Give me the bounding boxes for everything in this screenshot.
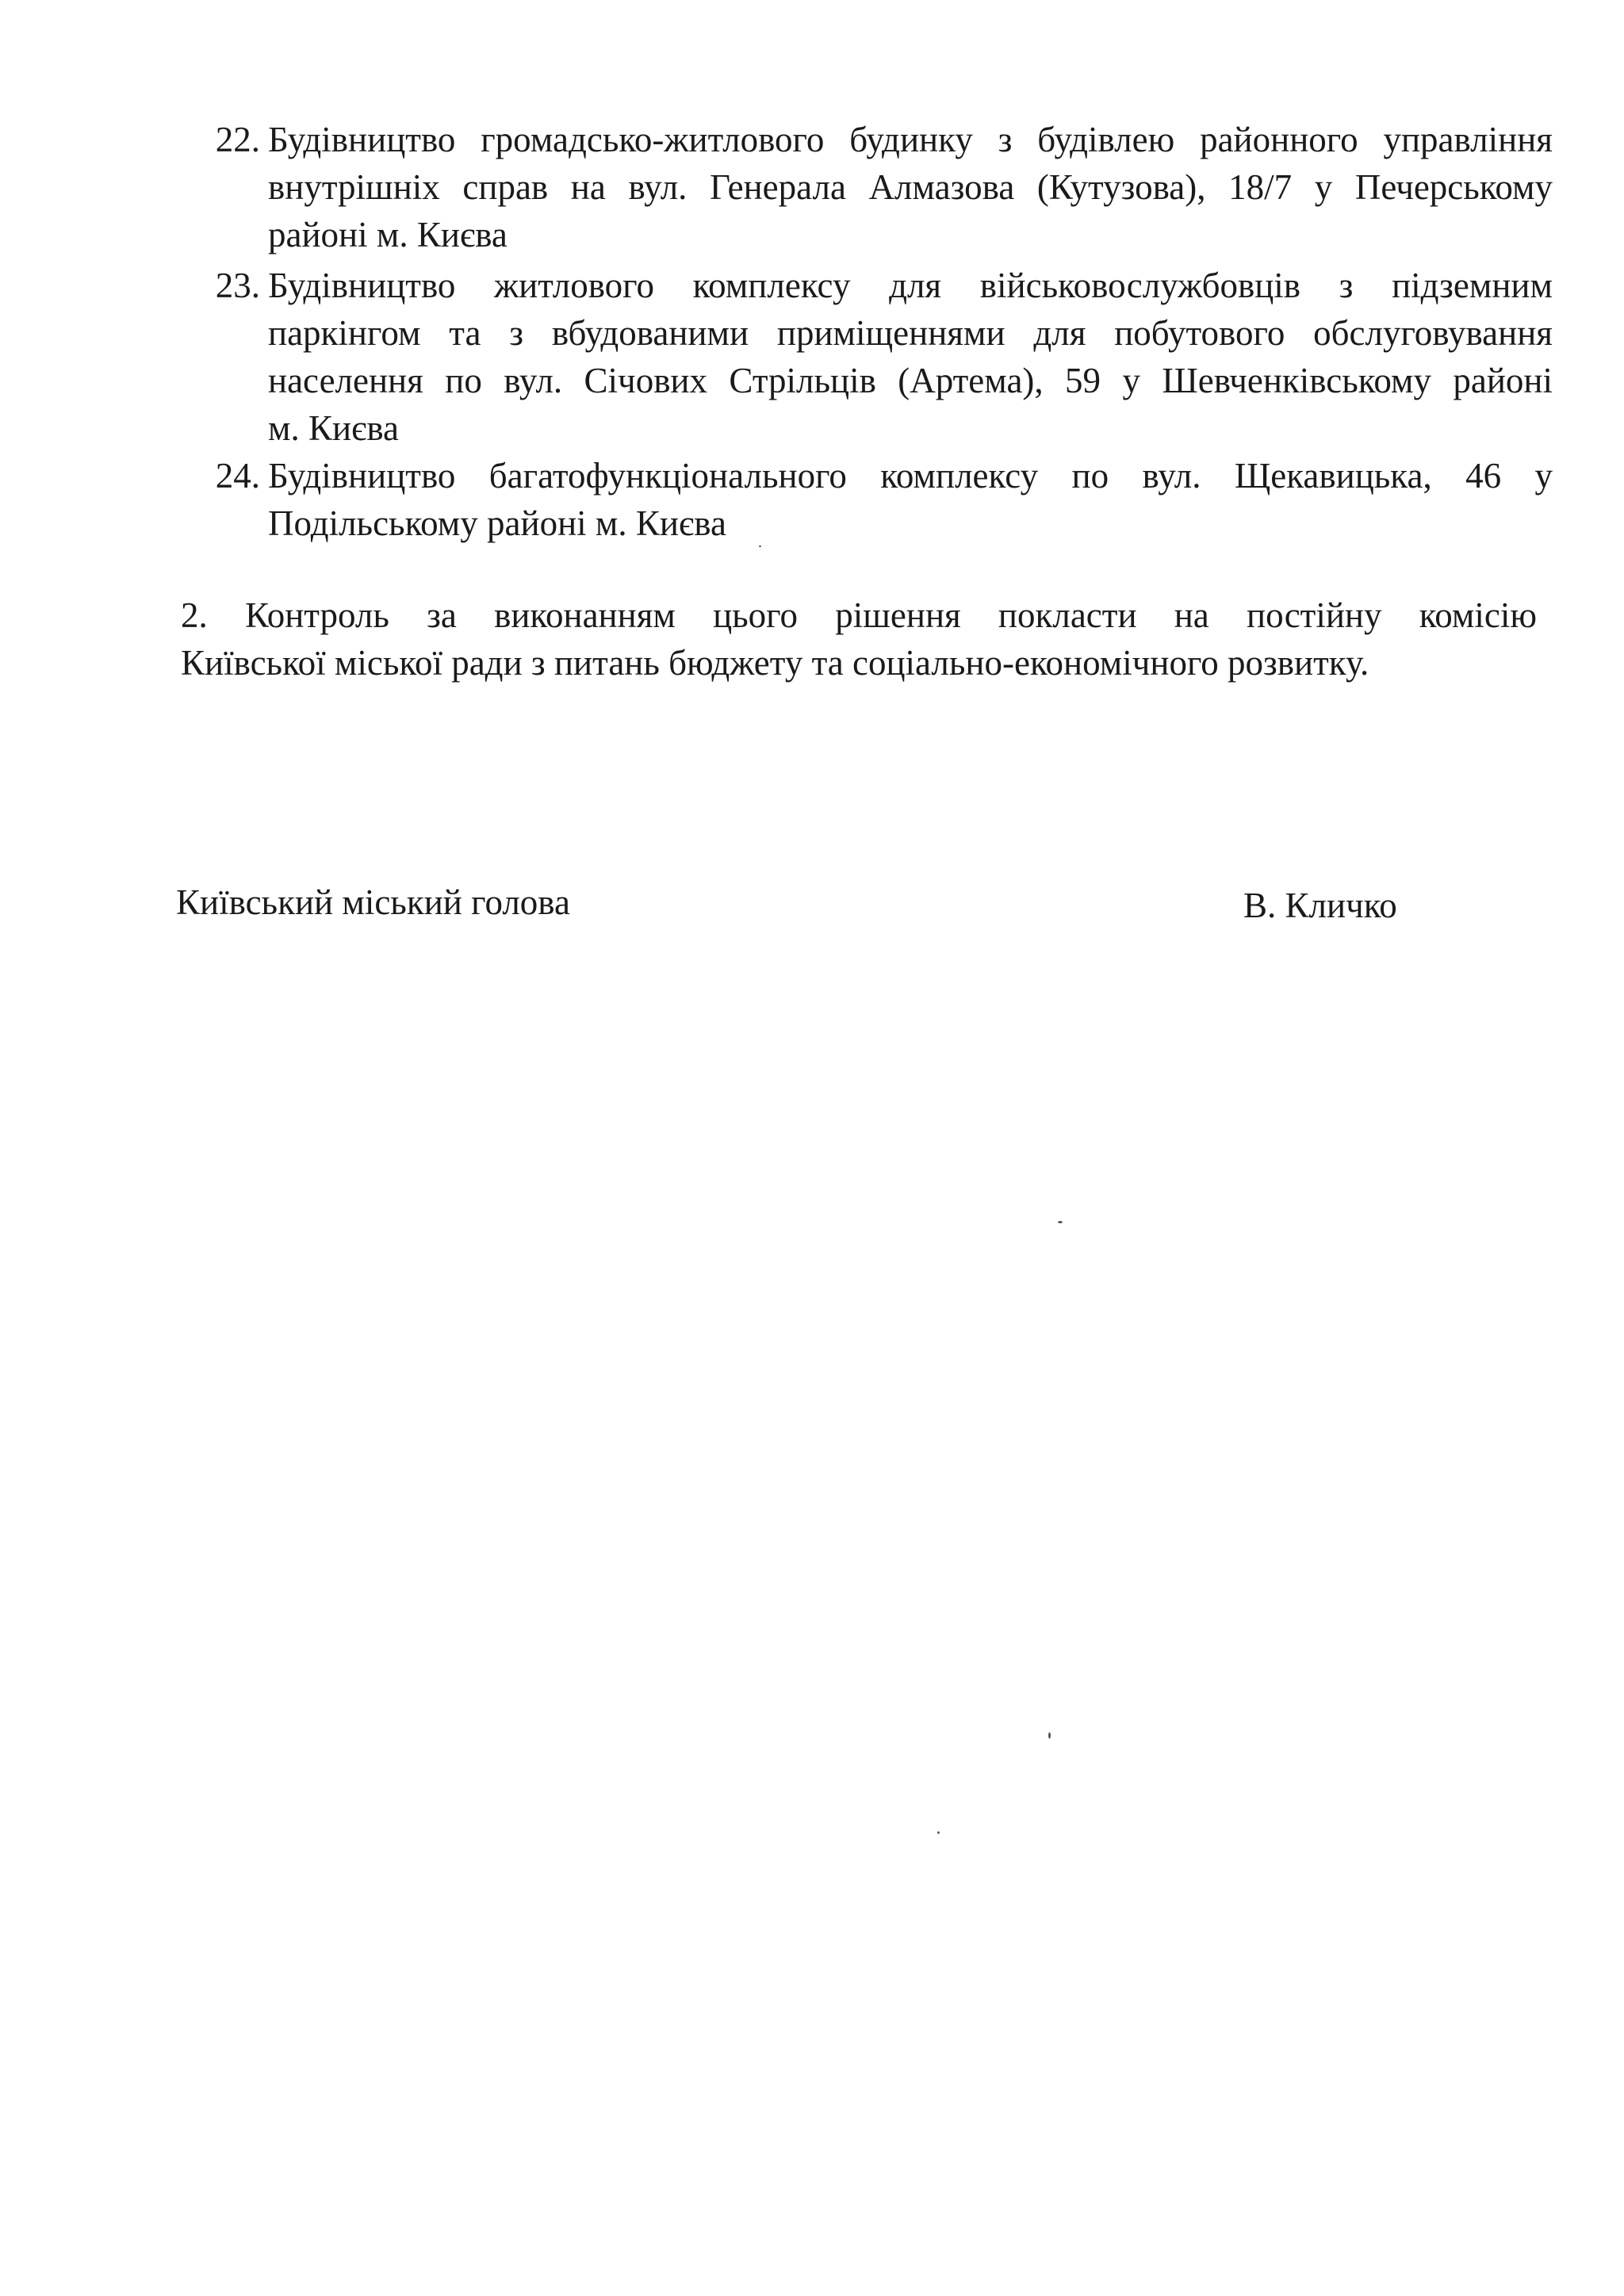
scan-speck — [1058, 1221, 1063, 1223]
item-line: м. Києва — [268, 408, 400, 448]
paragraph-line: Київської міської ради з питань бюджету та соціально-економічного розвитку. — [181, 643, 1369, 683]
list-item-23 — [189, 262, 1553, 452]
item-line: районі м. Києва — [268, 215, 508, 254]
control-paragraph — [181, 591, 1537, 687]
item-line: паркінгом та з вбудованими приміщеннями для побутового обслуговування — [268, 313, 1553, 353]
paragraph-line: 2. Контроль за виконанням цього рішення покласти на постійну комісію — [181, 595, 1537, 635]
item-number: 24. — [215, 456, 260, 496]
item-text — [268, 262, 1553, 452]
item-line: Будівництво багатофункціонального комплексу по вул. Щекавицька, 46 у — [268, 456, 1553, 496]
item-line: Подільському районі м. Києва — [268, 503, 726, 543]
item-line: населення по вул. Січових Стрільців (Артема), 59 у Шевченківському районі — [268, 361, 1553, 400]
item-line: Будівництво громадсько-житлового будинку з будівлею районного управління — [268, 120, 1553, 159]
item-line: внутрішніх справ на вул. Генерала Алмазова (Кутузова), 18/7 у Печерському — [268, 167, 1553, 207]
item-number: 23. — [215, 266, 260, 305]
scan-speck — [759, 545, 761, 547]
scan-speck — [1048, 1732, 1051, 1739]
list-item-22 — [189, 116, 1553, 258]
list-item-24 — [189, 452, 1553, 547]
item-number: 22. — [215, 120, 260, 159]
item-text — [268, 452, 1553, 547]
item-text — [268, 116, 1553, 258]
item-line: Будівництво житлового комплексу для військовослужбовців з підземним — [268, 266, 1553, 305]
scan-speck — [937, 1831, 940, 1834]
signature-name: В. Кличко — [1243, 886, 1397, 925]
signature-title: Київський міський голова — [176, 882, 570, 922]
